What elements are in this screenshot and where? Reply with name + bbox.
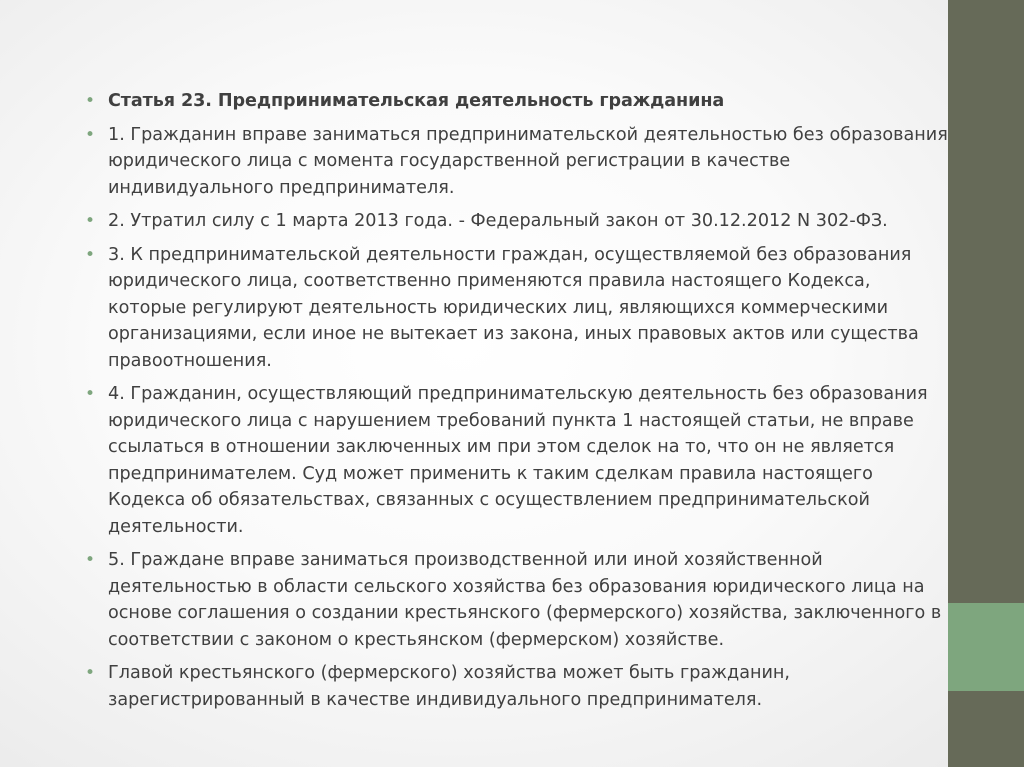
bullet-list [84,88,954,713]
list-item-clause-4 [84,381,954,540]
list-item-farm-head [84,660,954,713]
clause-text: 3. К предпринимательской деятельности граждан, осуществляемой без образования юридического лица, соответственно применяются правила настоящего Кодекса, которые регулируют деятельность юридических лиц, являющихся коммерческими организациями, если иное не вытекает из закона, иных правовых актов или существа правоотношения. [108,244,919,371]
bullet-dot-icon: • [85,211,96,231]
clause-text: 5. Граждане вправе заниматься производственной или иной хозяйственной деятельностью в области сельского хозяйства без образования юридического лица на основе соглашения о создании крестьянского (фермерского) хозяйства, заключенного в соответствии с законом о крестьянском (фермерском) хозяйстве. [108,550,942,650]
clause-text: Главой крестьянского (фермерского) хозяйства может быть гражданин, зарегистрированный в качестве индивидуального предпринимателя. [108,663,791,710]
list-item-clause-3 [84,242,954,375]
clause-text: 1. Гражданин вправе заниматься предпринимательской деятельностью без образования юридического лица с момента государственной регистрации в качестве индивидуального предпринимателя. [108,124,948,198]
slide-content [84,88,954,720]
bullet-dot-icon: • [85,91,96,111]
bullet-dot-icon: • [85,384,96,404]
list-item-clause-1 [84,122,954,202]
side-accent-block [948,603,1024,691]
bullet-dot-icon: • [85,550,96,570]
clause-text: 4. Гражданин, осуществляющий предпринимательскую деятельность без образования юридического лица с нарушением требований пункта 1 настоящей статьи, не вправе ссылаться в отношении заключенных им при этом сделок на то, что он не является предпринимателем. Суд может применить к таким сделкам правила настоящего Кодекса об обязательствах, связанных с осуществлением предпринимательской деятельности. [108,384,928,537]
bullet-dot-icon: • [85,663,96,683]
list-item-clause-2 [84,208,954,235]
clause-text: 2. Утратил силу с 1 марта 2013 года. - Федеральный закон от 30.12.2012 N 302-ФЗ. [108,211,888,231]
list-item-clause-5 [84,547,954,653]
article-title: Статья 23. Предпринимательская деятельность гражданина [108,91,725,111]
list-item-article-title [84,88,954,115]
bullet-dot-icon: • [85,124,96,145]
bullet-dot-icon: • [85,244,96,265]
